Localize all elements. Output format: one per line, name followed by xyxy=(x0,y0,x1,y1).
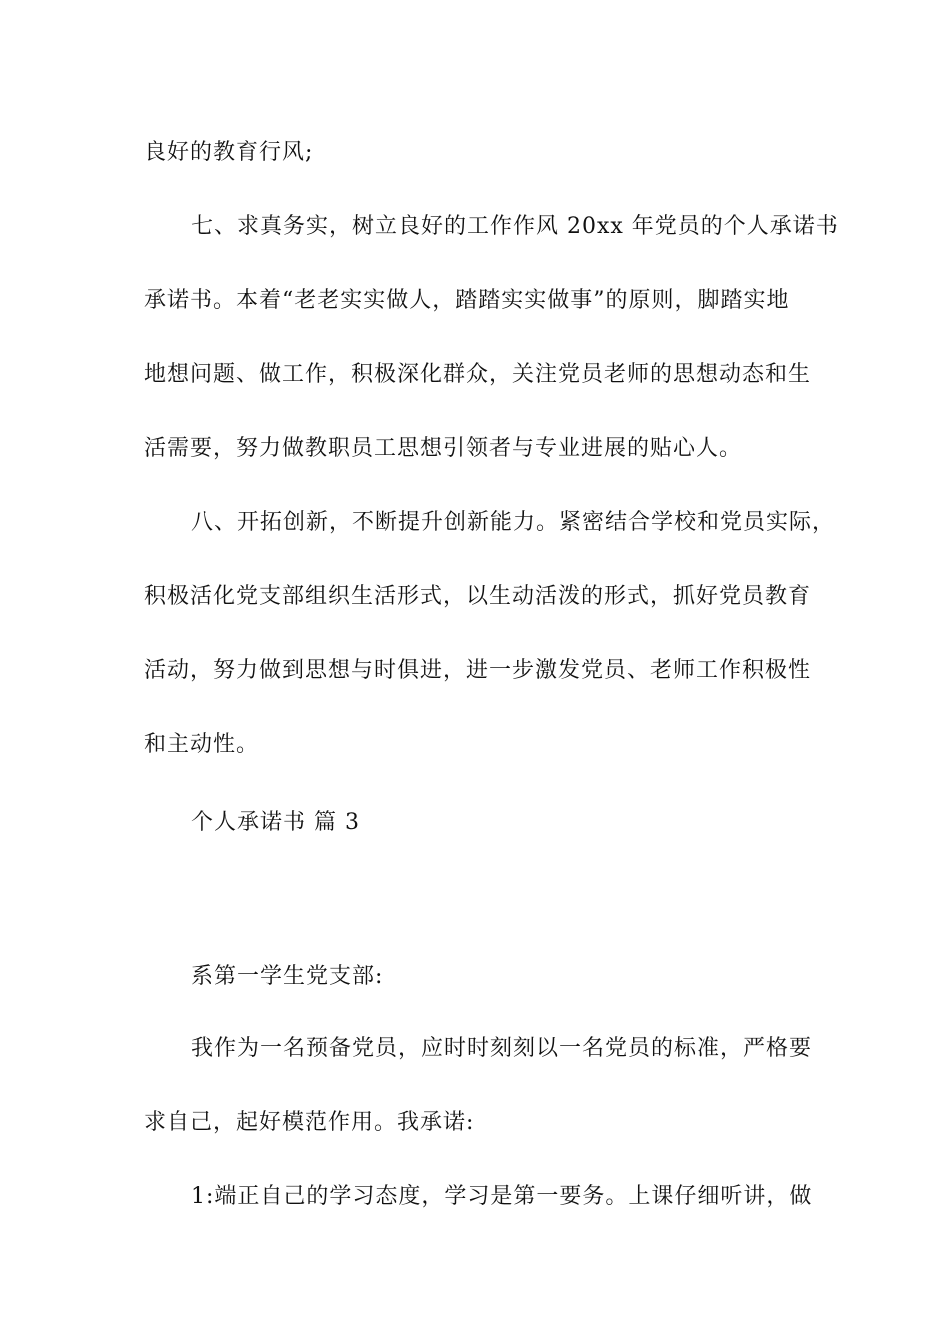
text-line: 七、求真务实，树立良好的工作作风 20xx 年党员的个人承诺书 xyxy=(191,214,839,239)
text-line: 活动，努力做到思想与时俱进，进一步激发党员、老师工作积极性 xyxy=(144,658,812,683)
text-line: 良好的教育行风; xyxy=(144,140,314,165)
text-line: 和主动性。 xyxy=(144,732,260,757)
text-line: 八、开拓创新，不断提升创新能力。紧密结合学校和党员实际， xyxy=(191,510,836,535)
text-line: 系第一学生党支部: xyxy=(191,964,384,989)
text-line: 1:端正自己的学习态度，学习是第一要务。上课仔细听讲，做 xyxy=(191,1184,813,1209)
text-line: 积极活化党支部组织生活形式，以生动活泼的形式，抓好党员教育 xyxy=(144,584,812,609)
text-line: 我作为一名预备党员，应时时刻刻以一名党员的标准，严格要 xyxy=(191,1036,813,1061)
section-heading: 个人承诺书 篇 3 xyxy=(191,810,360,835)
text-line: 承诺书。本着“老老实实做人，踏踏实实做事”的原则，脚踏实地 xyxy=(144,288,790,313)
text-line: 地想问题、做工作，积极深化群众，关注党员老师的思想动态和生 xyxy=(144,362,812,387)
text-line: 活需要，努力做教职员工思想引领者与专业进展的贴心人。 xyxy=(144,436,743,461)
text-line: 求自己，起好模范作用。我承诺: xyxy=(144,1110,475,1135)
